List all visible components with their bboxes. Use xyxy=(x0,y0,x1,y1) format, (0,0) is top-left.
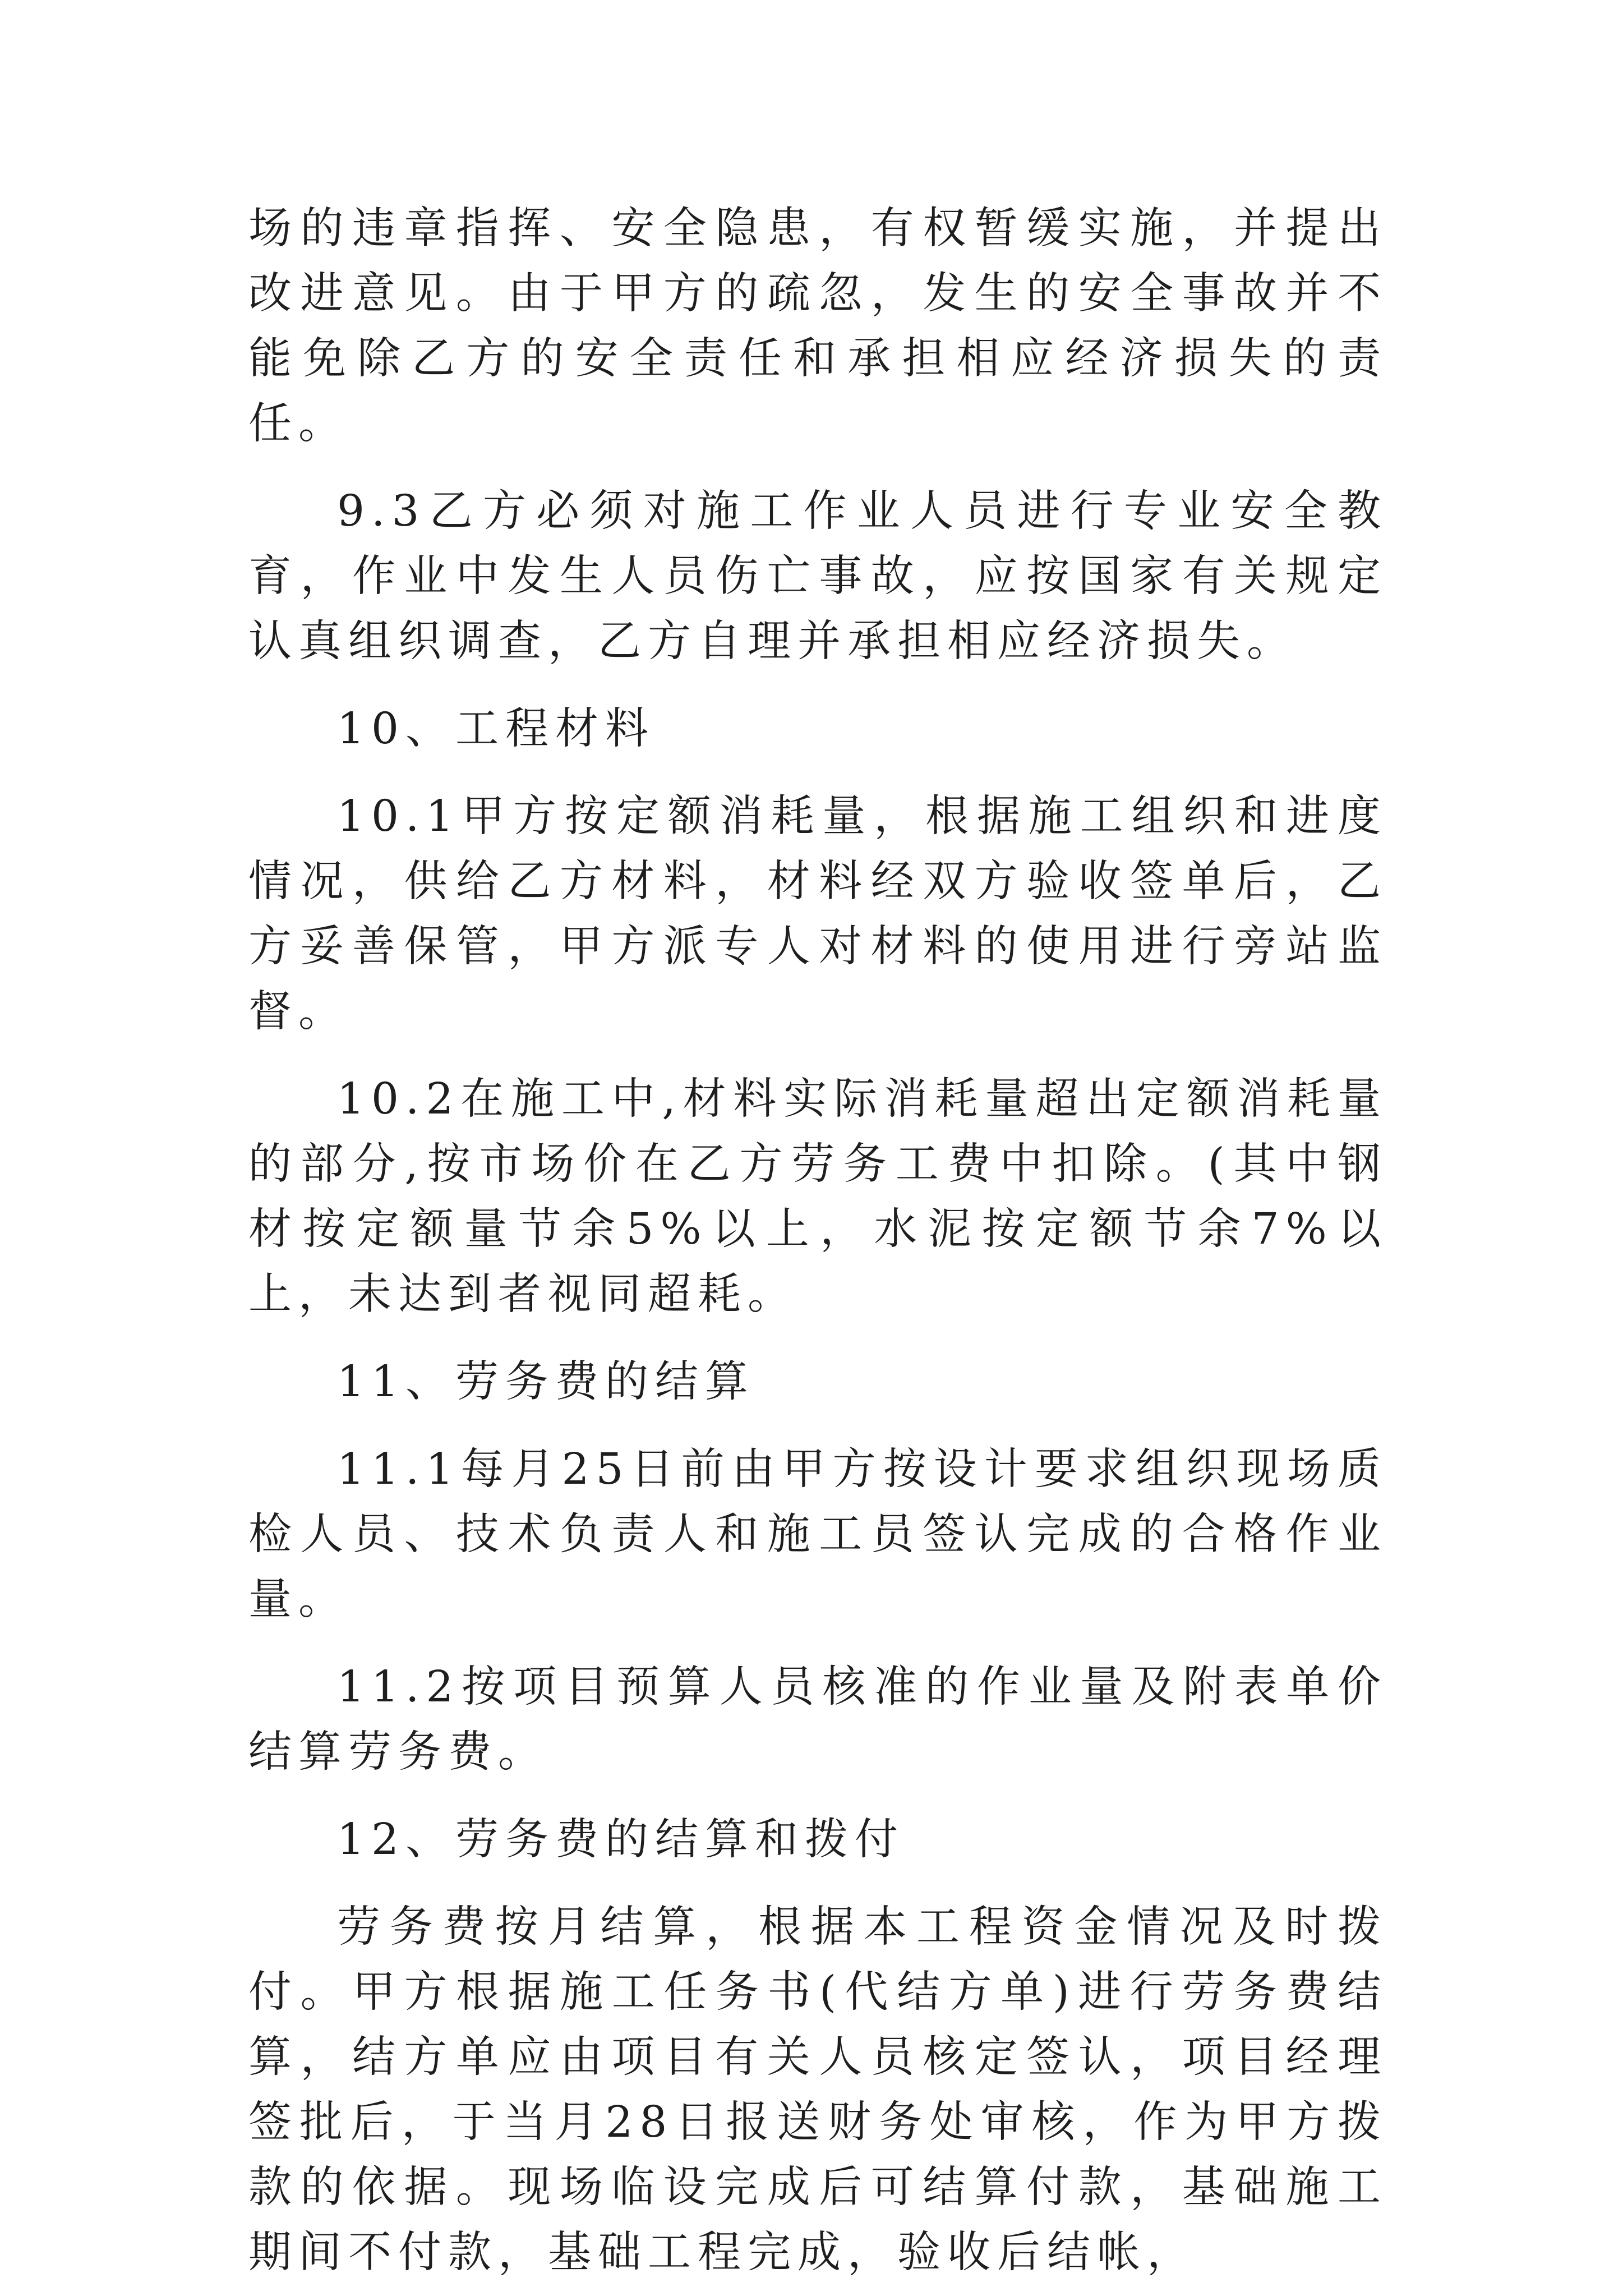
paragraph-safety-responsibility: 场的违章指挥、安全隐患，有权暂缓实施，并提出改进意见。由于甲方的疏忽，发生的安全事故并不能免除乙方的安全责任和承担相应经济损失的责任。 xyxy=(248,204,1387,449)
heading-10-materials: 10、工程材料 xyxy=(337,704,655,754)
paragraph-10-2: 10.2在施工中,材料实际消耗量超出定额消耗量的部分,按市场价在乙方劳务工费中扣除。(其中钢材按定额量节余5%以上，水泥按定额节余7%以上，未达到者视同超耗。 xyxy=(248,1074,1387,1319)
heading-11-settlement: 11、劳务费的结算 xyxy=(337,1357,755,1407)
paragraph-12-body: 劳务费按月结算，根据本工程资金情况及时拨付。甲方根据施工任务书(代结方单)进行劳务费结算，结方单应由项目有关人员核定签认，项目经理签批后，于当月28日报送财务处审核，作为甲方拨款的依据。现场临设完成后可结算付款，基础施工期间不付款，基础工程完成，验收后结帐， xyxy=(248,1902,1387,2277)
paragraph-10-1: 10.1甲方按定额消耗量，根据施工组织和进度情况，供给乙方材料，材料经双方验收签单后，乙方妥善保管，甲方派专人对材料的使用进行旁站监督。 xyxy=(248,792,1387,1037)
heading-12-settlement-payment: 12、劳务费的结算和拨付 xyxy=(337,1815,905,1865)
paragraph-11-2: 11.2按项目预算人员核准的作业量及附表单价结算劳务费。 xyxy=(248,1662,1387,1777)
paragraph-11-1: 11.1每月25日前由甲方按设计要求组织现场质检人员、技术负责人和施工员签认完成的合格作业量。 xyxy=(248,1444,1387,1625)
paragraph-9-3: 9.3乙方必须对施工作业人员进行专业安全教育，作业中发生人员伤亡事故，应按国家有关规定认真组织调查，乙方自理并承担相应经济损失。 xyxy=(248,486,1387,666)
